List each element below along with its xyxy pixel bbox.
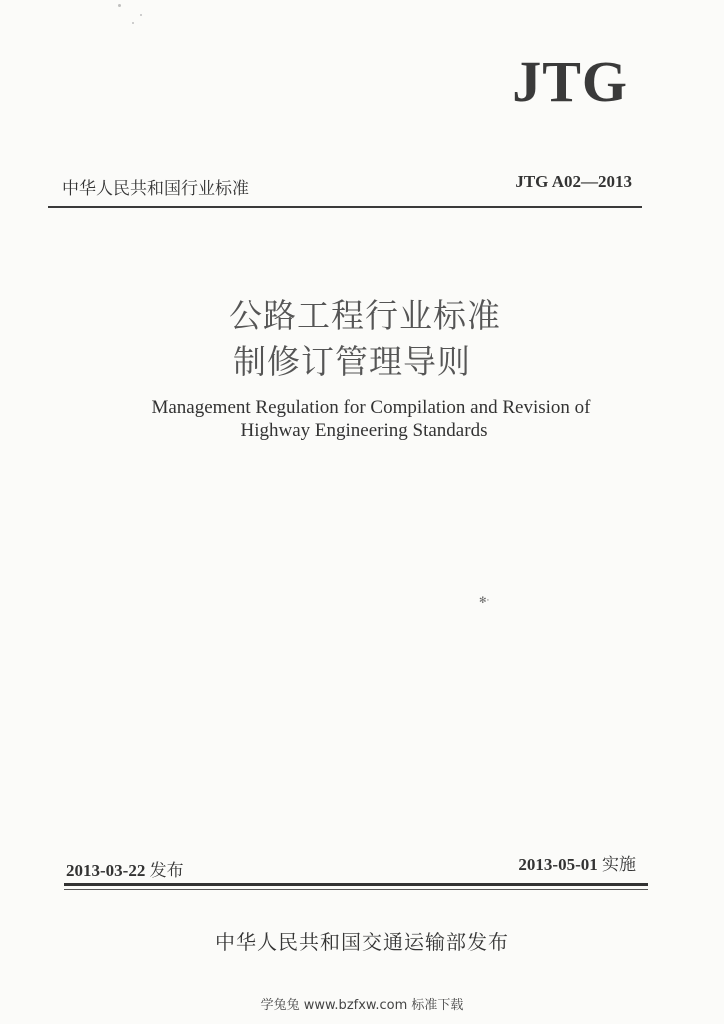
scan-speck [132, 22, 134, 24]
footer-divider-thick [64, 883, 648, 886]
issue-date-block [66, 856, 184, 881]
effective-label: 实施 [602, 855, 636, 875]
title-cn-line1: 公路工程行业标准 [229, 296, 501, 335]
issue-label: 发布 [149, 861, 184, 881]
effective-date-block [518, 850, 636, 875]
header-divider [48, 206, 642, 208]
publisher: 中华人民共和国交通运输部发布 [215, 930, 509, 954]
title-en-line2: Highway Engineering Standards [240, 420, 488, 441]
site-footer: 学兔兔 www.bzfxw.com 标准下载 [260, 998, 464, 1013]
scan-speck [140, 14, 142, 16]
standard-category: 中华人民共和国行业标准 [62, 179, 249, 199]
title-en-line1: Management Regulation for Compilation and Revision of [151, 397, 591, 418]
scan-speck [118, 4, 121, 7]
issue-date: 2013-03-22 [66, 861, 146, 880]
effective-date: 2013-05-01 [518, 855, 598, 874]
standard-code: JTG A02—2013 [515, 172, 632, 191]
jtg-logo: JTG [512, 49, 628, 114]
scan-mark: ✻· [479, 596, 490, 606]
title-cn-line2: 制修订管理导则 [233, 342, 471, 381]
footer-divider-thin [64, 889, 648, 890]
